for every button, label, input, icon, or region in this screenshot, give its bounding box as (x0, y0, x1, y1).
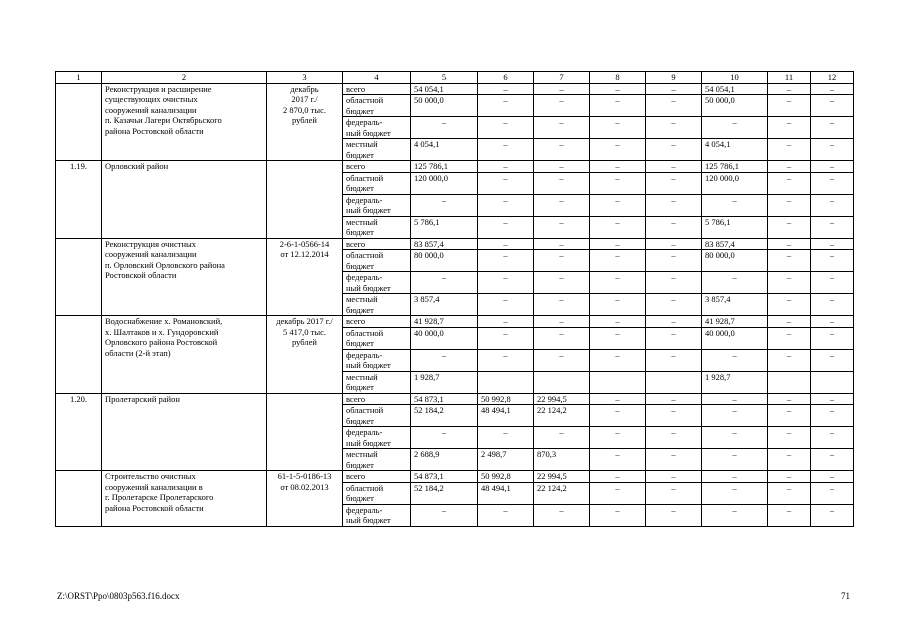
value-cell-col-7: – (534, 95, 590, 117)
value-cell-col-5: – (411, 117, 478, 139)
value-cell-col-7: – (534, 238, 590, 250)
budget-source-label: областной бюджет (343, 172, 411, 194)
value-cell-col-6: – (478, 117, 534, 139)
value-cell-col-7: – (534, 504, 590, 526)
value-cell-col-12: – (811, 216, 854, 238)
value-cell-col-9: – (646, 482, 702, 504)
value-cell-col-5: – (411, 194, 478, 216)
value-cell-col-9: – (646, 194, 702, 216)
value-cell-col-6: – (478, 427, 534, 449)
value-cell-col-7: 870,3 (534, 449, 590, 471)
value-cell-col-10: – (702, 405, 768, 427)
value-cell-col-12: – (811, 471, 854, 483)
value-cell-col-11: – (768, 471, 811, 483)
budget-source-label: областной бюджет (343, 405, 411, 427)
table-header-row (56, 72, 854, 84)
budget-source-label: всего (343, 83, 411, 95)
table-row (56, 238, 854, 250)
value-cell-col-6: – (478, 95, 534, 117)
value-cell-col-11: – (768, 95, 811, 117)
value-cell-col-9: – (646, 172, 702, 194)
value-cell-col-5: 3 857,4 (411, 294, 478, 316)
object-name: Водоснабжение х. Романовский, х. Шалтаков и х. Гундоровский Орловского района Ростовской области (2-й этап) (102, 316, 267, 394)
value-cell-col-8: – (590, 139, 646, 161)
budget-source-label: местный бюджет (343, 371, 411, 393)
column-number-9: 9 (646, 72, 702, 84)
budget-source-label: местный бюджет (343, 216, 411, 238)
value-cell-col-8: – (590, 117, 646, 139)
value-cell-col-5: 4 054,1 (411, 139, 478, 161)
value-cell-col-8: – (590, 194, 646, 216)
value-cell-col-11: – (768, 194, 811, 216)
object-name: Строительство очистных сооружений канализации в г. Пролетарске Пролетарского района Ростовской области (102, 471, 267, 527)
object-info: декабрь 2017 г./ 2 870,0 тыс. рублей (267, 83, 343, 161)
value-cell-col-8: – (590, 504, 646, 526)
value-cell-col-6: – (478, 172, 534, 194)
value-cell-col-12: – (811, 294, 854, 316)
value-cell-col-9 (646, 371, 702, 393)
value-cell-col-8: – (590, 83, 646, 95)
value-cell-col-9: – (646, 393, 702, 405)
value-cell-col-6: – (478, 504, 534, 526)
value-cell-col-5: 125 786,1 (411, 161, 478, 173)
value-cell-col-9: – (646, 405, 702, 427)
value-cell-col-10: – (702, 349, 768, 371)
value-cell-col-7: – (534, 172, 590, 194)
value-cell-col-6: – (478, 139, 534, 161)
value-cell-col-9: – (646, 316, 702, 328)
value-cell-col-5: 54 054,1 (411, 83, 478, 95)
item-number (56, 316, 102, 394)
budget-table (55, 71, 854, 527)
value-cell-col-8: – (590, 327, 646, 349)
value-cell-col-10: – (702, 427, 768, 449)
column-number-5: 5 (411, 72, 478, 84)
value-cell-col-5: – (411, 427, 478, 449)
value-cell-col-7: – (534, 194, 590, 216)
value-cell-col-12: – (811, 327, 854, 349)
value-cell-col-9: – (646, 349, 702, 371)
value-cell-col-8: – (590, 238, 646, 250)
value-cell-col-8: – (590, 161, 646, 173)
value-cell-col-6: – (478, 272, 534, 294)
value-cell-col-11: – (768, 405, 811, 427)
value-cell-col-8: – (590, 427, 646, 449)
value-cell-col-10: – (702, 471, 768, 483)
budget-source-label: всего (343, 161, 411, 173)
value-cell-col-12: – (811, 482, 854, 504)
value-cell-col-9: – (646, 327, 702, 349)
value-cell-col-10: 4 054,1 (702, 139, 768, 161)
value-cell-col-11: – (768, 327, 811, 349)
value-cell-col-5: 5 786,1 (411, 216, 478, 238)
value-cell-col-12: – (811, 117, 854, 139)
value-cell-col-7: – (534, 83, 590, 95)
value-cell-col-11: – (768, 504, 811, 526)
value-cell-col-9: – (646, 117, 702, 139)
column-number-4: 4 (343, 72, 411, 84)
value-cell-col-7: – (534, 216, 590, 238)
value-cell-col-10: – (702, 393, 768, 405)
value-cell-col-6: 50 992,8 (478, 393, 534, 405)
object-info (267, 393, 343, 471)
value-cell-col-6 (478, 371, 534, 393)
value-cell-col-8: – (590, 216, 646, 238)
value-cell-col-8: – (590, 405, 646, 427)
object-name: Орловский район (102, 161, 267, 239)
object-name: Пролетарский район (102, 393, 267, 471)
value-cell-col-5: 52 184,2 (411, 482, 478, 504)
value-cell-col-6: – (478, 216, 534, 238)
value-cell-col-12: – (811, 250, 854, 272)
value-cell-col-10: 5 786,1 (702, 216, 768, 238)
budget-source-label: местный бюджет (343, 449, 411, 471)
page-number: 71 (841, 591, 850, 601)
column-number-3: 3 (267, 72, 343, 84)
value-cell-col-7 (534, 371, 590, 393)
value-cell-col-7: – (534, 316, 590, 328)
value-cell-col-11: – (768, 272, 811, 294)
object-name: Реконструкция и расширение существующих очистных сооружений канализации п. Казачьи Лагери Октябрьского района Ростовской области (102, 83, 267, 161)
value-cell-col-10: – (702, 272, 768, 294)
value-cell-col-5: – (411, 272, 478, 294)
value-cell-col-11: – (768, 216, 811, 238)
value-cell-col-10: 3 857,4 (702, 294, 768, 316)
value-cell-col-9: – (646, 272, 702, 294)
value-cell-col-7: – (534, 327, 590, 349)
value-cell-col-7: – (534, 349, 590, 371)
value-cell-col-9: – (646, 139, 702, 161)
budget-source-label: областной бюджет (343, 482, 411, 504)
item-number: 1.20. (56, 393, 102, 471)
value-cell-col-10: 40 000,0 (702, 327, 768, 349)
value-cell-col-5: 120 000,0 (411, 172, 478, 194)
value-cell-col-8: – (590, 272, 646, 294)
value-cell-col-12: – (811, 95, 854, 117)
object-name: Реконструкция очистных сооружений канализации п. Орловский Орловского района Ростовской области (102, 238, 267, 316)
value-cell-col-10: 83 857,4 (702, 238, 768, 250)
value-cell-col-10: 120 000,0 (702, 172, 768, 194)
table-row (56, 471, 854, 483)
budget-source-label: областной бюджет (343, 327, 411, 349)
table-row (56, 83, 854, 95)
value-cell-col-5: 80 000,0 (411, 250, 478, 272)
value-cell-col-10: – (702, 117, 768, 139)
value-cell-col-7: – (534, 272, 590, 294)
value-cell-col-11: – (768, 393, 811, 405)
value-cell-col-8: – (590, 482, 646, 504)
budget-source-label: федераль- ный бюджет (343, 349, 411, 371)
column-number-7: 7 (534, 72, 590, 84)
value-cell-col-8: – (590, 172, 646, 194)
value-cell-col-12: – (811, 393, 854, 405)
value-cell-col-10: 41 928,7 (702, 316, 768, 328)
footer-file-path: Z:\ORST\Ppo\0803p563.f16.docx (57, 591, 180, 601)
value-cell-col-10: – (702, 449, 768, 471)
value-cell-col-8: – (590, 349, 646, 371)
budget-source-label: всего (343, 393, 411, 405)
item-number (56, 238, 102, 316)
value-cell-col-11: – (768, 427, 811, 449)
budget-source-label: федераль- ный бюджет (343, 194, 411, 216)
value-cell-col-7: – (534, 139, 590, 161)
budget-source-label: всего (343, 238, 411, 250)
column-number-12: 12 (811, 72, 854, 84)
value-cell-col-12: – (811, 349, 854, 371)
value-cell-col-6: 48 494,1 (478, 482, 534, 504)
value-cell-col-11: – (768, 172, 811, 194)
value-cell-col-11: – (768, 117, 811, 139)
value-cell-col-8: – (590, 471, 646, 483)
object-info: 61-1-5-0186-13 от 08.02.2013 (267, 471, 343, 527)
value-cell-col-8: – (590, 250, 646, 272)
value-cell-col-10: – (702, 504, 768, 526)
value-cell-col-7: – (534, 427, 590, 449)
value-cell-col-11: – (768, 139, 811, 161)
column-number-11: 11 (768, 72, 811, 84)
value-cell-col-12: – (811, 172, 854, 194)
value-cell-col-9: – (646, 471, 702, 483)
value-cell-col-5: 54 873,1 (411, 393, 478, 405)
value-cell-col-5: 41 928,7 (411, 316, 478, 328)
value-cell-col-10: 1 928,7 (702, 371, 768, 393)
value-cell-col-9: – (646, 216, 702, 238)
value-cell-col-12: – (811, 83, 854, 95)
value-cell-col-6: – (478, 327, 534, 349)
value-cell-col-7: – (534, 250, 590, 272)
value-cell-col-12 (811, 371, 854, 393)
value-cell-col-12: – (811, 449, 854, 471)
value-cell-col-9: – (646, 83, 702, 95)
value-cell-col-10: – (702, 482, 768, 504)
value-cell-col-9: – (646, 427, 702, 449)
value-cell-col-10: 125 786,1 (702, 161, 768, 173)
value-cell-col-11: – (768, 316, 811, 328)
value-cell-col-7: 22 994,5 (534, 471, 590, 483)
value-cell-col-10: 50 000,0 (702, 95, 768, 117)
value-cell-col-11: – (768, 294, 811, 316)
value-cell-col-9: – (646, 449, 702, 471)
value-cell-col-7: 22 124,2 (534, 482, 590, 504)
value-cell-col-10: – (702, 194, 768, 216)
budget-source-label: федераль- ный бюджет (343, 272, 411, 294)
value-cell-col-7: – (534, 117, 590, 139)
value-cell-col-9: – (646, 95, 702, 117)
value-cell-col-12: – (811, 139, 854, 161)
value-cell-col-5: 40 000,0 (411, 327, 478, 349)
value-cell-col-11: – (768, 83, 811, 95)
value-cell-col-12: – (811, 161, 854, 173)
value-cell-col-11: – (768, 250, 811, 272)
value-cell-col-5: 1 928,7 (411, 371, 478, 393)
value-cell-col-6: – (478, 83, 534, 95)
value-cell-col-12: – (811, 316, 854, 328)
value-cell-col-12: – (811, 272, 854, 294)
item-number: 1.19. (56, 161, 102, 239)
value-cell-col-10: 80 000,0 (702, 250, 768, 272)
value-cell-col-6: – (478, 238, 534, 250)
table-row (56, 161, 854, 173)
value-cell-col-8: – (590, 294, 646, 316)
budget-source-label: федераль- ный бюджет (343, 427, 411, 449)
value-cell-col-8 (590, 371, 646, 393)
object-info: декабрь 2017 г./ 5 417,0 тыс. рублей (267, 316, 343, 394)
value-cell-col-6: 2 498,7 (478, 449, 534, 471)
value-cell-col-12: – (811, 427, 854, 449)
value-cell-col-9: – (646, 250, 702, 272)
value-cell-col-12: – (811, 194, 854, 216)
budget-source-label: всего (343, 471, 411, 483)
column-number-8: 8 (590, 72, 646, 84)
value-cell-col-11: – (768, 449, 811, 471)
value-cell-col-6: 48 494,1 (478, 405, 534, 427)
budget-source-label: федераль- ный бюджет (343, 117, 411, 139)
budget-source-label: областной бюджет (343, 95, 411, 117)
value-cell-col-5: 52 184,2 (411, 405, 478, 427)
budget-source-label: местный бюджет (343, 294, 411, 316)
value-cell-col-9: – (646, 294, 702, 316)
value-cell-col-6: – (478, 294, 534, 316)
table-row (56, 316, 854, 328)
value-cell-col-12: – (811, 504, 854, 526)
value-cell-col-6: – (478, 194, 534, 216)
value-cell-col-6: – (478, 250, 534, 272)
value-cell-col-8: – (590, 449, 646, 471)
column-number-2: 2 (102, 72, 267, 84)
value-cell-col-7: – (534, 294, 590, 316)
value-cell-col-5: – (411, 349, 478, 371)
value-cell-col-5: 50 000,0 (411, 95, 478, 117)
column-number-10: 10 (702, 72, 768, 84)
value-cell-col-8: – (590, 316, 646, 328)
object-info: 2-6-1-0566-14 от 12.12.2014 (267, 238, 343, 316)
table-row (56, 393, 854, 405)
value-cell-col-12: – (811, 238, 854, 250)
value-cell-col-7: 22 124,2 (534, 405, 590, 427)
budget-source-label: федераль- ный бюджет (343, 504, 411, 526)
object-info (267, 161, 343, 239)
value-cell-col-11: – (768, 349, 811, 371)
value-cell-col-7: – (534, 161, 590, 173)
value-cell-col-7: 22 994,5 (534, 393, 590, 405)
value-cell-col-11: – (768, 161, 811, 173)
value-cell-col-6: – (478, 316, 534, 328)
value-cell-col-9: – (646, 504, 702, 526)
value-cell-col-12: – (811, 405, 854, 427)
value-cell-col-9: – (646, 238, 702, 250)
value-cell-col-9: – (646, 161, 702, 173)
value-cell-col-10: 54 054,1 (702, 83, 768, 95)
column-number-1: 1 (56, 72, 102, 84)
value-cell-col-11 (768, 371, 811, 393)
value-cell-col-11: – (768, 238, 811, 250)
item-number (56, 83, 102, 161)
budget-source-label: областной бюджет (343, 250, 411, 272)
value-cell-col-8: – (590, 95, 646, 117)
value-cell-col-6: – (478, 161, 534, 173)
item-number (56, 471, 102, 527)
value-cell-col-5: 83 857,4 (411, 238, 478, 250)
value-cell-col-6: – (478, 349, 534, 371)
value-cell-col-5: – (411, 504, 478, 526)
value-cell-col-8: – (590, 393, 646, 405)
value-cell-col-6: 50 992,8 (478, 471, 534, 483)
budget-source-label: всего (343, 316, 411, 328)
value-cell-col-11: – (768, 482, 811, 504)
column-number-6: 6 (478, 72, 534, 84)
budget-source-label: местный бюджет (343, 139, 411, 161)
value-cell-col-5: 54 873,1 (411, 471, 478, 483)
value-cell-col-5: 2 688,9 (411, 449, 478, 471)
